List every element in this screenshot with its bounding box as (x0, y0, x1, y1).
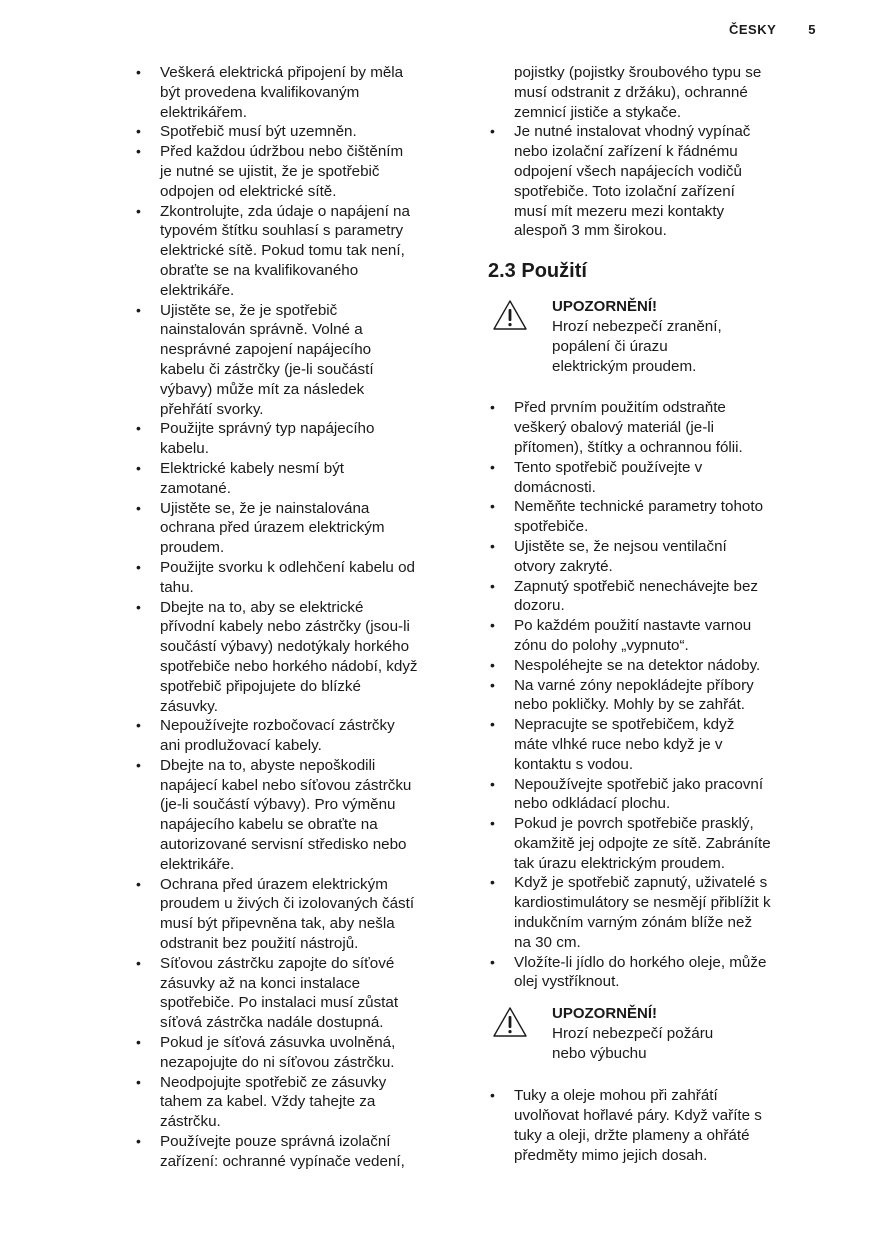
list-item: • Před prvním použitím odstraňte veškerý obalový materiál (je-li přítomen), štítky a ochrannou fólii. (488, 398, 824, 457)
list-item: • Spotřebič musí být uzemněn. (134, 122, 470, 142)
right-bullet-list-top (488, 122, 824, 241)
list-item: • Elektrické kabely nesmí být zamotané. (134, 459, 470, 499)
list-item: • Na varné zóny nepokládejte příbory nebo pokličky. Mohly by se zahřát. (488, 676, 824, 716)
list-item: • Používejte pouze správná izolační zařízení: ochranné vypínače vedení, (134, 1132, 470, 1172)
left-column (134, 63, 470, 1172)
warning-title: UPOZORNĚNÍ! (552, 1005, 657, 1023)
left-bullet-list (134, 63, 470, 1172)
warning-box (488, 1004, 824, 1064)
list-item: • Zkontrolujte, zda údaje o napájení na typovém štítku souhlasí s parametry elektrické sítě. Pokud tomu tak není, obraťte se na kvalifikovaného elektrikáře. (134, 202, 470, 301)
warning-triangle-icon (492, 299, 528, 331)
list-item: • Vložíte-li jídlo do horkého oleje, může olej vystříknout. (488, 953, 824, 993)
list-item: • Nepoužívejte rozbočovací zástrčky ani prodlužovací kabely. (134, 716, 470, 756)
header-language: ČESKY (728, 22, 777, 37)
list-item: • Ochrana před úrazem elektrickým proudem u živých či izolovaných částí musí být připevněna tak, aby nešla odstranit bez použití nástrojů. (134, 875, 470, 954)
list-item: • Ujistěte se, že je spotřebič nainstalován správně. Volné a nesprávné zapojení napájecího kabelu či zástrčky (je-li součástí výbavy) může mít za následek přehřátí svorky. (134, 301, 470, 420)
page-number: 5 (808, 22, 816, 37)
section-title: 2.3 Použití (488, 260, 587, 283)
list-item: • Zapnutý spotřebič nenechávejte bez dozoru. (488, 577, 824, 617)
list-item: • Veškerá elektrická připojení by měla být provedena kvalifikovaným elektrikářem. (134, 63, 470, 122)
spacer (488, 992, 824, 1004)
list-item: • Pokud je povrch spotřebiče prasklý, okamžitě jej odpojte ze sítě. Zabráníte tak úrazu elektrickým proudem. (488, 814, 824, 873)
right-column (488, 63, 824, 1165)
list-item: • Ujistěte se, že je nainstalována ochrana před úrazem elektrickým proudem. (134, 499, 470, 558)
list-item: • Použijte správný typ napájecího kabelu. (134, 419, 470, 459)
list-item: • Neodpojujte spotřebič ze zásuvky tahem za kabel. Vždy tahejte za zástrčku. (134, 1073, 470, 1132)
list-item: • Nepracujte se spotřebičem, když máte vlhké ruce nebo když je v kontaktu s vodou. (488, 715, 824, 774)
list-item: • Nepoužívejte spotřebič jako pracovní nebo odkládací plochu. (488, 775, 824, 815)
list-item: • Tuky a oleje mohou při zahřátí uvolňovat hořlavé páry. Když vaříte s tuky a oleji, držte plameny a ohřáté předměty mimo jejich dosah. (488, 1086, 824, 1165)
warning-text: Hrozí nebezpečí požáru nebo výbuchu (552, 1025, 714, 1062)
list-item: • Pokud je síťová zásuvka uvolněná, nezapojujte do ni síťovou zástrčku. (134, 1033, 470, 1073)
right-bullet-list-middle (488, 398, 824, 992)
list-item: • Neměňte technické parametry tohoto spotřebiče. (488, 497, 824, 537)
list-item: • Před každou údržbou nebo čištěním je nutné se ujistit, že je spotřebič odpojen od elektrické sítě. (134, 142, 470, 201)
spacer (488, 376, 824, 398)
list-item: • Když je spotřebič zapnutý, uživatelé s kardiostimulátory se nesmějí přiblížit k indukčním varným zónám blíže než na 30 cm. (488, 873, 824, 952)
list-item: • Tento spotřebič používejte v domácnosti. (488, 458, 824, 498)
list-item: • Použijte svorku k odlehčení kabelu od tahu. (134, 558, 470, 598)
spacer (488, 1064, 824, 1086)
list-item: • Dbejte na to, aby se elektrické přívodní kabely nebo zástrčky (jsou-li součástí výbavy) nedotýkaly horkého spotřebiče nebo horkého nádobí, když spotřebič připojujete do blízké zásuvky. (134, 598, 470, 717)
list-item: • Po každém použití nastavte varnou zónu do polohy „vypnuto“. (488, 616, 824, 656)
list-item: • Dbejte na to, abyste nepoškodili napájecí kabel nebo síťovou zástrčku (je-li součástí výbavy). Pro výměnu napájecího kabelu se obraťte na autorizované servisní středisko nebo elektrikáře. (134, 756, 470, 875)
list-item: • Nespoléhejte se na detektor nádoby. (488, 656, 824, 676)
page-header (729, 22, 816, 37)
continued-text: pojistky (pojistky šroubového typu se musí odstranit z držáku), ochranné zemnicí jističe a stykače. (514, 64, 762, 121)
warning-box (488, 297, 824, 376)
warning-text: Hrozí nebezpečí zranění, popálení či úrazu elektrickým proudem. (552, 317, 722, 375)
right-bullet-list-bottom (488, 1086, 824, 1165)
list-item: • Je nutné instalovat vhodný vypínač nebo izolační zařízení k řádnému odpojení všech napájecích vodičů spotřebiče. Toto izolační zařízení musí mít mezeru mezi kontakty alespoň 3 mm širokou. (488, 122, 824, 241)
list-item: • Ujistěte se, že nejsou ventilační otvory zakryté. (488, 537, 824, 577)
warning-title: UPOZORNĚNÍ! (552, 298, 657, 316)
warning-triangle-icon (492, 1006, 528, 1038)
list-item: • Síťovou zástrčku zapojte do síťové zásuvky až na konci instalace spotřebiče. Po instalaci musí zůstat síťová zástrčka nadále dostupná. (134, 954, 470, 1033)
